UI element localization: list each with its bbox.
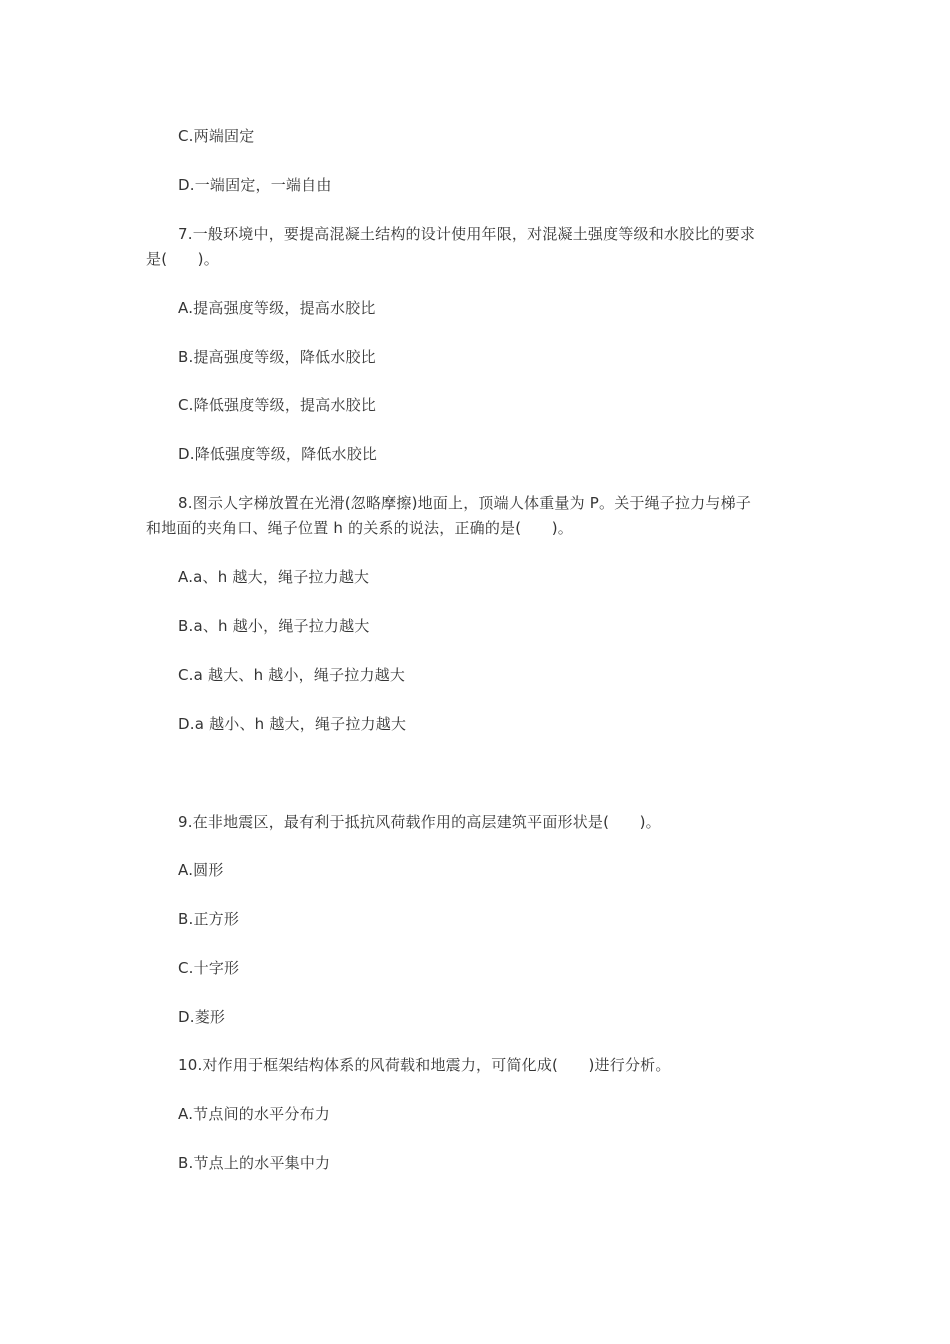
option-b-q7: B.提高强度等级，降低水胶比 bbox=[178, 348, 376, 366]
option-d-q7: D.降低强度等级，降低水胶比 bbox=[178, 445, 378, 463]
question-7-line-2: 是( )。 bbox=[146, 250, 219, 268]
option-b-q10: B.节点上的水平集中力 bbox=[178, 1154, 331, 1172]
option-d-q6: D.一端固定，一端自由 bbox=[178, 176, 332, 194]
option-c-q6: C.两端固定 bbox=[178, 127, 255, 145]
question-8-line-2: 和地面的夹角口、绳子位置 h 的关系的说法，正确的是( )。 bbox=[146, 519, 573, 537]
option-b-q8: B.a、h 越小，绳子拉力越大 bbox=[178, 617, 370, 635]
option-b-q9: B.正方形 bbox=[178, 910, 240, 928]
question-10: 10.对作用于框架结构体系的风荷载和地震力，可简化成( )进行分析。 bbox=[178, 1056, 671, 1074]
option-a-q8: A.a、h 越大，绳子拉力越大 bbox=[178, 568, 370, 586]
option-c-q7: C.降低强度等级，提高水胶比 bbox=[178, 396, 377, 414]
option-a-q10: A.节点间的水平分布力 bbox=[178, 1105, 330, 1123]
option-c-q8: C.a 越大、h 越小，绳子拉力越大 bbox=[178, 666, 406, 684]
option-d-q8: D.a 越小、h 越大，绳子拉力越大 bbox=[178, 715, 407, 733]
option-d-q9: D.菱形 bbox=[178, 1008, 226, 1026]
option-c-q9: C.十字形 bbox=[178, 959, 240, 977]
option-a-q9: A.圆形 bbox=[178, 861, 224, 879]
question-8-line-1: 8.图示人字梯放置在光滑(忽略摩擦)地面上，顶端人体重量为 P。关于绳子拉力与梯子 bbox=[178, 494, 752, 512]
option-a-q7: A.提高强度等级，提高水胶比 bbox=[178, 299, 376, 317]
question-9: 9.在非地震区，最有利于抵抗风荷载作用的高层建筑平面形状是( )。 bbox=[178, 813, 661, 831]
question-7-line-1: 7.一般环境中，要提高混凝土结构的设计使用年限，对混凝土强度等级和水胶比的要求 bbox=[178, 225, 756, 243]
